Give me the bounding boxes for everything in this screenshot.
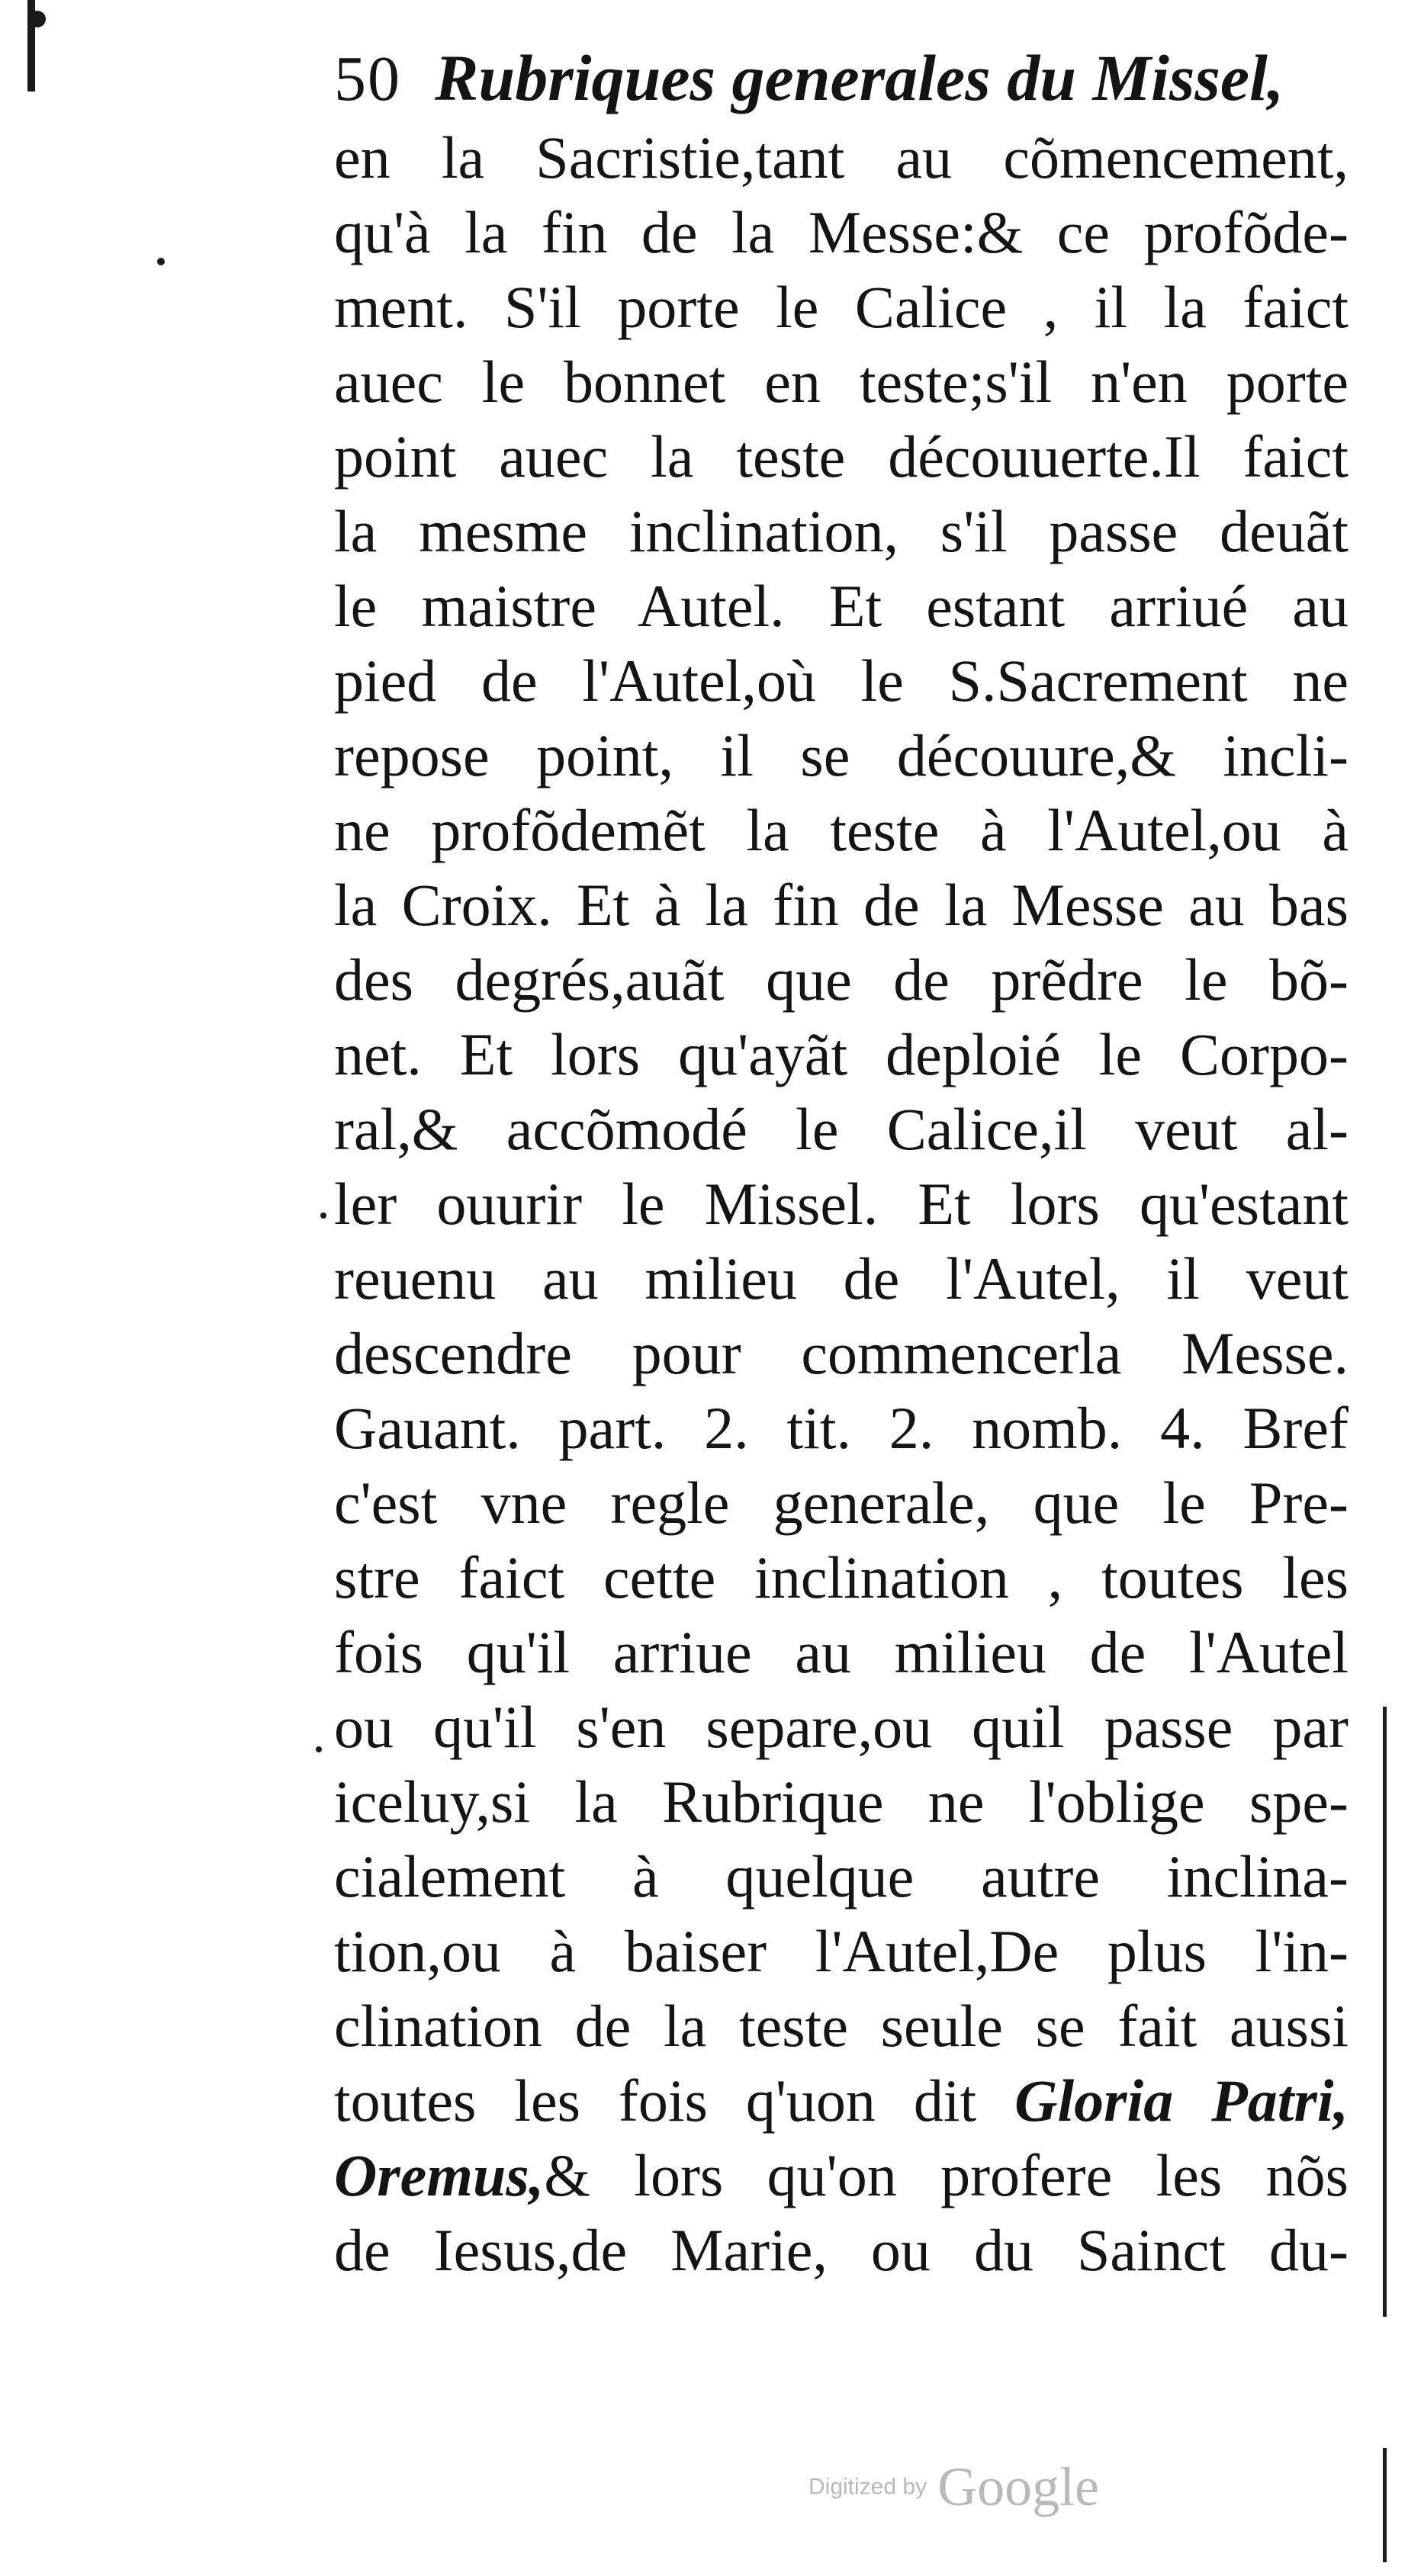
text-line: reuenu au milieu de l'Autel, il veut xyxy=(334,1245,1349,1312)
text-line: ral,& accõmodé le Calice,il veut al- xyxy=(334,1096,1349,1162)
running-head: Rubriques generales du Missel, xyxy=(435,41,1284,114)
text-line: net. Et lors qu'ayãt deploié le Corpo- xyxy=(334,1021,1349,1087)
text-line: ler ouurir le Missel. Et lors qu'estant xyxy=(334,1171,1349,1237)
text-line: point auec la teste découuerte.Il faict xyxy=(334,423,1349,490)
text-line: en la Sacristie,tant au cõmencement, xyxy=(334,124,1349,191)
watermark-logo-text: Google xyxy=(937,2456,1100,2517)
text-line: ou qu'il s'en separe,ou quil passe par xyxy=(334,1694,1349,1760)
text-line: ment. S'il porte le Calice , il la faict xyxy=(334,274,1349,340)
page-header xyxy=(334,40,1349,131)
text-line: fois qu'il arriue au milieu de l'Autel xyxy=(334,1619,1349,1685)
text-line-mixed xyxy=(334,2064,1349,2138)
text-line: iceluy,si la Rubrique ne l'oblige spe- xyxy=(334,1768,1349,1835)
text-line: ne profõdemẽt la teste à l'Autel,ou à xyxy=(334,797,1349,863)
text-line: cialement à quelque autre inclina- xyxy=(334,1843,1349,1910)
right-edge-line-bottom xyxy=(1383,2448,1387,2562)
page-number: 50 xyxy=(334,43,401,114)
watermark-small-text: Digitized by xyxy=(808,2474,927,2500)
text-line: Gauant. part. 2. tit. 2. nomb. 4. Bref xyxy=(334,1395,1349,1461)
right-edge-line xyxy=(1383,1707,1387,2317)
italic-phrase: Oremus, xyxy=(334,2142,545,2208)
text-line: la Croix. Et à la fin de la Messe au bas xyxy=(334,872,1349,938)
text-line-mixed xyxy=(334,2138,1349,2213)
text-line: de Iesus,de Marie, ou du Sainct du- xyxy=(334,2217,1349,2283)
text-line: clination de la teste seule se fait aussi xyxy=(334,1993,1349,2059)
text-line: pied de l'Autel,où le S.Sacrement ne xyxy=(334,647,1349,714)
text-line: des degrés,auãt que de prẽdre le bõ- xyxy=(334,946,1349,1013)
margin-dot xyxy=(320,1213,326,1219)
text-line: descendre pour commencerla Messe. xyxy=(334,1320,1349,1386)
margin-dot xyxy=(316,1746,322,1752)
text-line: tion,ou à baiser l'Autel,De plus l'in- xyxy=(334,1918,1349,1984)
margin-dot xyxy=(157,258,165,265)
italic-phrase: Gloria Patri, xyxy=(1014,2067,1349,2134)
text-line: la mesme inclination, s'il passe deuãt xyxy=(334,498,1349,564)
text-line: repose point, il se découure,& incli- xyxy=(334,722,1349,789)
text-line: qu'à la fin de la Messe:& ce profõde- xyxy=(334,199,1349,265)
corner-mark-dot xyxy=(29,11,46,27)
text-line: stre faict cette inclination , toutes les xyxy=(334,1544,1349,1611)
text-segment: & lors qu'on profere les nõs xyxy=(544,2142,1349,2208)
text-segment: toutes les fois q'uon dit xyxy=(334,2067,977,2134)
text-line: c'est vne regle generale, que le Pre- xyxy=(334,1469,1349,1536)
text-line: le maistre Autel. Et estant arriué au xyxy=(334,573,1349,639)
text-line: auec le bonnet en teste;s'il n'en porte xyxy=(334,348,1349,415)
digitized-watermark xyxy=(808,2456,1129,2524)
body-text xyxy=(334,120,1349,2288)
